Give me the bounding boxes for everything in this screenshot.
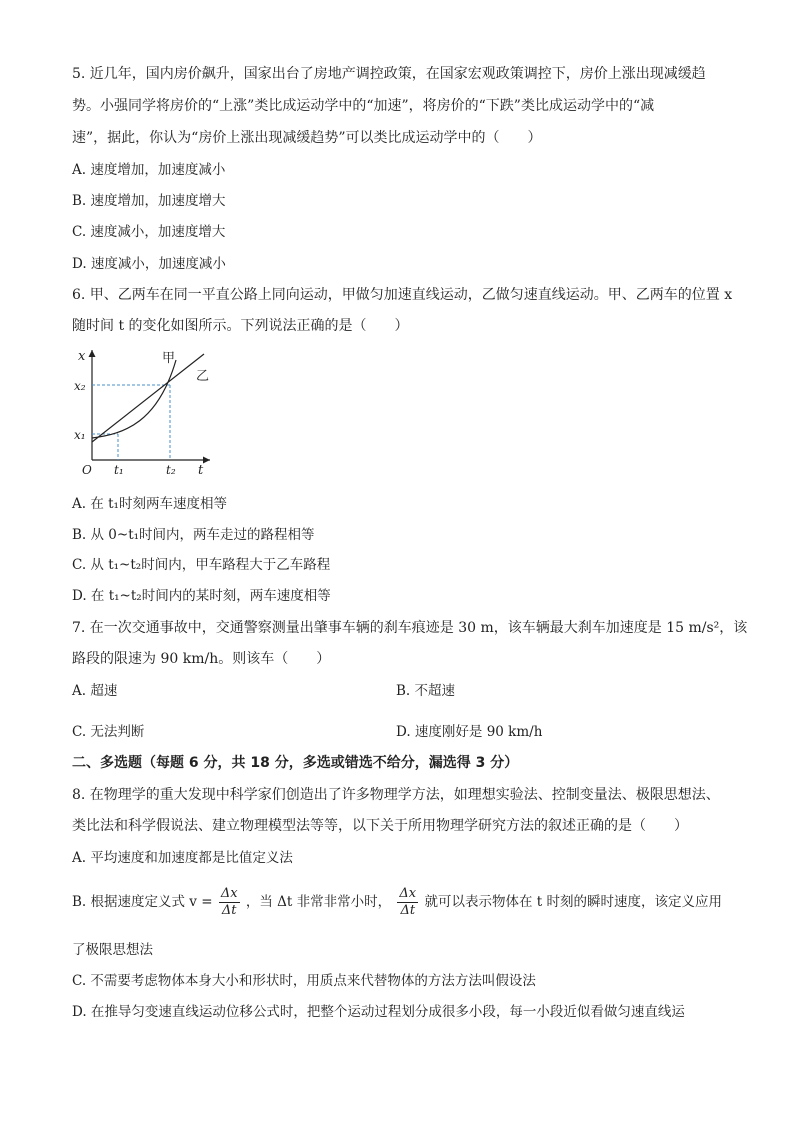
q5-stem-line2: 势。小强同学将房价的“上涨”类比成运动学中的“加速”，将房价的“下跌”类比成运动学中的“减 xyxy=(72,98,655,114)
q6-stem-line1: 6. 甲、乙两车在同一平直公路上同向运动，甲做匀加速直线运动，乙做匀速直线运动。甲、乙两车的位置 x xyxy=(72,287,733,303)
fraction-dx-dt-2 xyxy=(397,886,418,919)
q7-option-b: B. 不超速 xyxy=(396,683,456,699)
q8-option-d: D. 在推导匀变速直线运动位移公式时，把整个运动过程划分成很多小段，每一小段近似看做匀速直线运 xyxy=(72,1004,685,1020)
q8-option-b-part2: ，当 Δt 非常非常小时， xyxy=(245,894,392,910)
label-x1: x₁ xyxy=(74,428,86,442)
q6-option-a: A. 在 t₁时刻两车速度相等 xyxy=(72,496,227,512)
origin-label: O xyxy=(82,463,92,477)
fraction-dx-dt-1 xyxy=(219,886,240,919)
fraction-numerator: Δx xyxy=(399,886,417,901)
q6-option-c: C. 从 t₁~t₂时间内，甲车路程大于乙车路程 xyxy=(72,557,331,573)
q8-option-b-line2: 了极限思想法 xyxy=(72,942,153,958)
x-axis-label: t xyxy=(198,463,204,478)
q8-option-a: A. 平均速度和加速度都是比值定义法 xyxy=(72,850,293,866)
q8-stem-line1: 8. 在物理学的重大发现中科学家们创造出了许多物理学方法，如理想实验法、控制变量法、极限思想法、 xyxy=(72,787,720,803)
fraction-denominator: Δt xyxy=(221,903,237,918)
q7-option-a: A. 超速 xyxy=(72,683,118,699)
q8-stem-line2: 类比法和科学假说法、建立物理模型法等等，以下关于所用物理学研究方法的叙述正确的是（ ） xyxy=(72,818,688,834)
label-t1: t₁ xyxy=(114,463,124,477)
curve-jia xyxy=(92,360,176,438)
section2-title: 二、多选题（每题 6 分，共 18 分，多选或错选不给分，漏选得 3 分） xyxy=(72,755,519,771)
y-axis-label: x xyxy=(78,349,86,364)
q7-stem-line2: 路段的限速为 90 km/h。则该车（ ） xyxy=(72,651,331,667)
q5-option-d: D. 速度减小，加速度减小 xyxy=(72,256,226,272)
q6-option-b: B. 从 0~t₁时间内，两车走过的路程相等 xyxy=(72,527,315,543)
line-yi xyxy=(92,354,204,442)
q5-option-b: B. 速度增加，加速度增大 xyxy=(72,193,226,209)
q8-option-b-part1: B. 根据速度定义式 v = xyxy=(72,894,213,910)
label-yi: 乙 xyxy=(196,369,210,384)
q5-stem-line1: 5. 近几年，国内房价飙升，国家出台了房地产调控政策，在国家宏观政策调控下，房价上涨出现减缓趋 xyxy=(72,66,706,82)
label-t2: t₂ xyxy=(166,463,176,477)
q8-option-b-line1 xyxy=(72,884,722,920)
q8-option-b-part3: 就可以表示物体在 t 时刻的瞬时速度，该定义应用 xyxy=(424,894,722,910)
fraction-denominator: Δt xyxy=(400,903,416,918)
q6-position-time-graph xyxy=(70,342,220,480)
label-x2: x₂ xyxy=(74,379,86,393)
q7-option-c: C. 无法判断 xyxy=(72,724,145,740)
q8-option-c: C. 不需要考虑物体本身大小和形状时，用质点来代替物体的方法方法叫假设法 xyxy=(72,973,536,989)
q6-option-d: D. 在 t₁~t₂时间内的某时刻，两车速度相等 xyxy=(72,588,331,604)
q5-stem-line3: 速”，据此，你认为“房价上涨出现减缓趋势”可以类比成运动学中的（ ） xyxy=(72,130,542,146)
q7-option-d: D. 速度刚好是 90 km/h xyxy=(396,724,543,740)
q5-option-c: C. 速度减小，加速度增大 xyxy=(72,224,226,240)
q7-stem-line1: 7. 在一次交通事故中，交通警察测量出肇事车辆的刹车痕迹是 30 m，该车辆最大刹车加速度是 15 m/s²，该 xyxy=(72,620,748,636)
q6-stem-line2: 随时间 t 的变化如图所示。下列说法正确的是（ ） xyxy=(72,318,409,334)
fraction-numerator: Δx xyxy=(220,886,238,901)
q5-option-a: A. 速度增加，加速度减小 xyxy=(72,162,226,178)
label-jia: 甲 xyxy=(162,351,176,366)
